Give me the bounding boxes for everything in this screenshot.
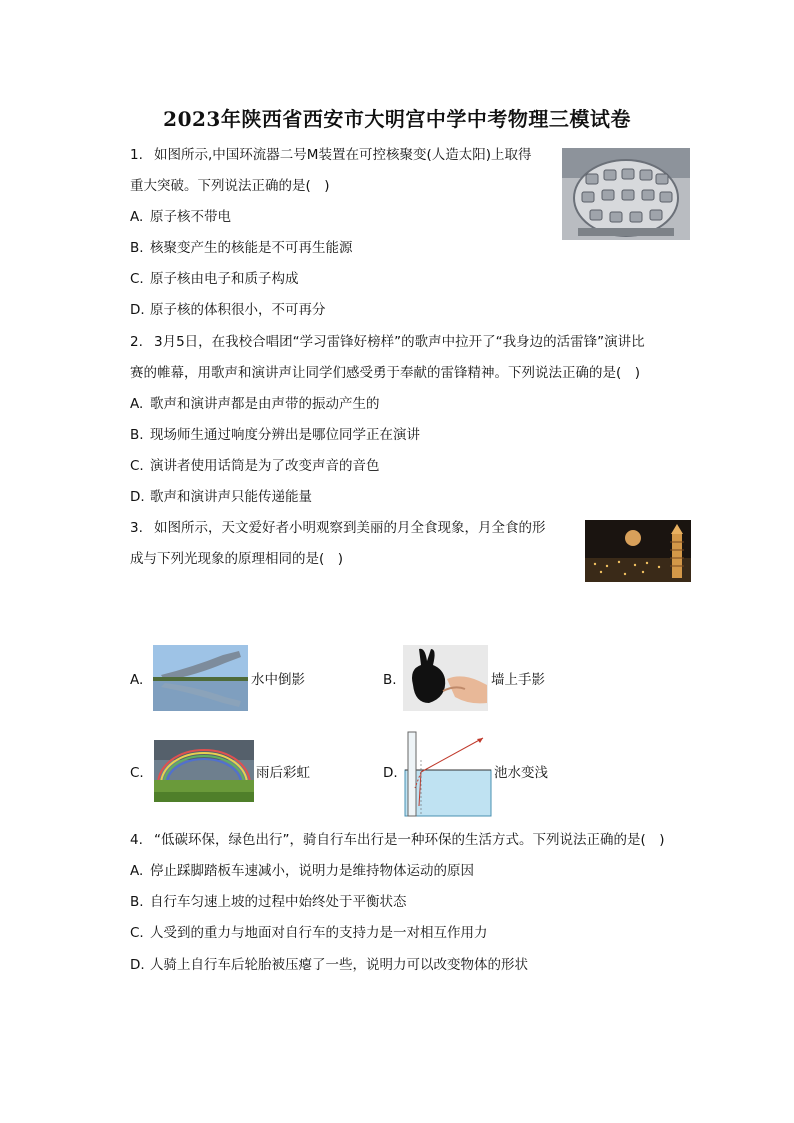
q3-option-b-label[interactable]: B. [383, 672, 397, 688]
q3-option-a-label[interactable]: A. [130, 672, 144, 688]
q2-option-c-text: 演讲者使用话筒是为了改变声音的音色 [150, 458, 380, 474]
q3-option-c-label[interactable]: C. [130, 765, 144, 781]
q1-option-a-text: 原子核不带电 [150, 209, 231, 225]
q2-number: 2. [130, 334, 143, 350]
q4-option-d[interactable] [130, 956, 528, 974]
q4-option-a[interactable] [130, 862, 474, 880]
hand-shadow-photo [403, 645, 488, 711]
q4-number: 4. [130, 832, 143, 848]
reflection-photo [153, 645, 248, 711]
lunar-eclipse-photo [585, 520, 691, 582]
q3-stem-text-1: 如图所示，天文爱好者小明观察到美丽的月全食现象，月全食的形 [154, 520, 546, 536]
q2-option-a-text: 歌声和演讲声都是由声带的振动产生的 [150, 396, 380, 412]
q1-stem-line-1 [130, 146, 531, 164]
q2-option-c-label: C. [130, 458, 144, 474]
q3-option-d-label[interactable]: D. [383, 765, 398, 781]
q4-option-a-label: A. [130, 863, 144, 879]
q4-option-c[interactable] [130, 924, 488, 942]
q4-option-d-label: D. [130, 957, 145, 973]
q4-stem-text-1: “低碳环保，绿色出行”，骑自行车出行是一种环保的生活方式。下列说法正确的是( ) [154, 832, 665, 848]
q1-stem-text-1: 如图所示,中国环流器二号M装置在可控核聚变(人造太阳)上取得 [154, 147, 532, 163]
q3-option-a-text: 水中倒影 [251, 672, 305, 688]
q1-option-d[interactable] [130, 301, 326, 319]
q4-option-b-label: B. [130, 894, 144, 910]
q2-option-d[interactable] [130, 488, 312, 506]
q4-stem-line-1 [130, 831, 665, 849]
q2-option-b-text: 现场师生通过响度分辨出是哪位同学正在演讲 [150, 427, 420, 443]
q2-option-d-text: 歌声和演讲声只能传递能量 [150, 489, 312, 505]
q1-stem-line-2: 重大突破。下列说法正确的是( ) [130, 178, 330, 194]
q2-option-b-label: B. [130, 427, 144, 443]
q1-option-b-label: B. [130, 240, 144, 256]
q4-option-a-text: 停止踩脚踏板车速减小，说明力是维持物体运动的原因 [150, 863, 474, 879]
rainbow-photo [154, 740, 254, 802]
q4-option-c-text: 人受到的重力与地面对自行车的支持力是一对相互作用力 [150, 925, 488, 941]
q2-stem-line-2: 赛的帷幕，用歌声和演讲声让同学们感受勇于奉献的雷锋精神。下列说法正确的是( ) [130, 365, 641, 381]
q1-option-c-text: 原子核由电子和质子构成 [150, 271, 299, 287]
q4-option-c-label: C. [130, 925, 144, 941]
page-title: 2023年陕西省西安市大明宫中学中考物理三模试卷 [163, 107, 631, 131]
q2-option-b[interactable] [130, 426, 420, 444]
q1-option-c-label: C. [130, 271, 144, 287]
q1-option-a-label: A. [130, 209, 144, 225]
q1-option-d-label: D. [130, 302, 145, 318]
q4-option-d-text: 人骑上自行车后轮胎被压瘪了一些，说明力可以改变物体的形状 [150, 957, 528, 973]
q2-option-a-label: A. [130, 396, 144, 412]
tokamak-photo [562, 148, 690, 240]
refraction-diagram [403, 730, 493, 818]
q4-option-b[interactable] [130, 893, 407, 911]
q3-option-b-text: 墙上手影 [491, 672, 545, 688]
q1-number: 1. [130, 147, 143, 163]
q1-option-b-text: 核聚变产生的核能是不可再生能源 [150, 240, 353, 256]
q1-option-a[interactable] [130, 208, 231, 226]
q2-option-a[interactable] [130, 395, 380, 413]
q2-option-d-label: D. [130, 489, 145, 505]
q2-stem-line-1 [130, 333, 645, 351]
q3-stem-line-2: 成与下列光现象的原理相同的是( ) [130, 551, 344, 567]
q2-option-c[interactable] [130, 457, 380, 475]
q1-option-c[interactable] [130, 270, 299, 288]
q3-stem-line-1 [130, 519, 546, 537]
q3-option-c-text: 雨后彩虹 [256, 765, 310, 781]
q3-number: 3. [130, 520, 143, 536]
q3-option-d-text: 池水变浅 [494, 765, 548, 781]
q1-option-d-text: 原子核的体积很小，不可再分 [150, 302, 326, 318]
q1-option-b[interactable] [130, 239, 353, 257]
q2-stem-text-1: 3月5日，在我校合唱团“学习雷锋好榜样”的歌声中拉开了“我身边的活雷锋”演讲比 [154, 334, 645, 350]
q4-option-b-text: 自行车匀速上坡的过程中始终处于平衡状态 [150, 894, 407, 910]
